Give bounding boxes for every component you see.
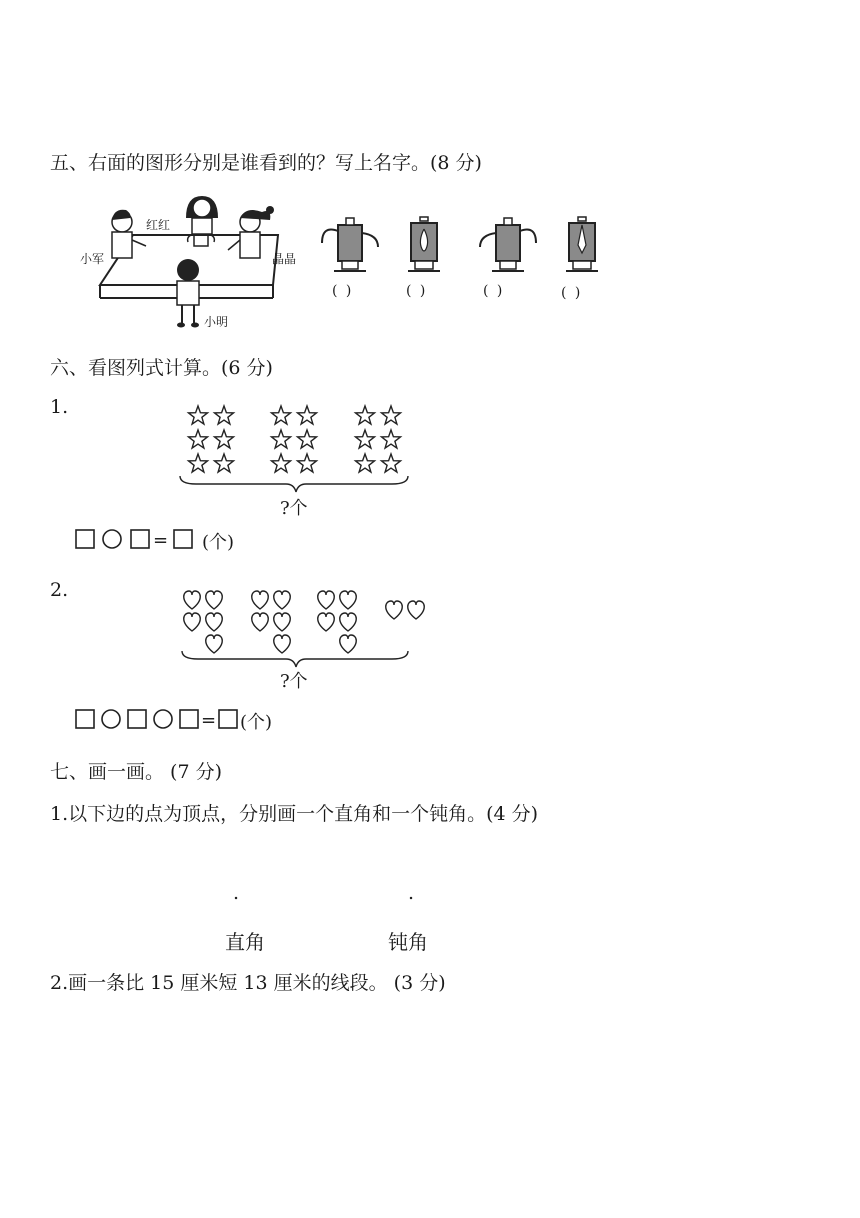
answer-box <box>180 710 198 728</box>
unit-label-1: (个) <box>202 532 235 553</box>
right-angle-label: 直角 <box>225 930 265 954</box>
operator-circle <box>154 710 172 728</box>
star-group-1 <box>189 406 234 472</box>
answer-box <box>76 710 94 728</box>
svg-text:=: = <box>201 710 217 731</box>
child-xiaoming <box>177 259 199 328</box>
answer-blank-1[interactable]: ( ) <box>332 283 354 299</box>
answer-box <box>76 530 94 548</box>
section-7-heading: 七、画一画。 (7 分) <box>50 761 222 783</box>
name-label-xiaoming: 小明 <box>204 315 229 329</box>
answer-blank-2[interactable]: ( ) <box>406 283 428 299</box>
kettle-side-icon <box>560 215 604 277</box>
kettle-front-icon <box>318 215 382 277</box>
unit-label-2: (个) <box>240 712 273 733</box>
operator-circle <box>103 530 121 548</box>
equation-1-boxes[interactable] <box>74 527 204 553</box>
answer-box <box>131 530 149 548</box>
operator-circle <box>102 710 120 728</box>
child-jingjing <box>228 206 274 258</box>
section-6-heading: 六、看图列式计算。(6 分) <box>50 357 273 379</box>
name-label-honghong: 红红 <box>146 218 171 232</box>
heart-group-1 <box>184 591 223 653</box>
answer-box <box>128 710 146 728</box>
star-group-3 <box>356 406 401 472</box>
table-scene-illustration <box>78 190 288 330</box>
total-brace <box>180 476 408 492</box>
section-5-heading: 五、右面的图形分别是谁看到的？写上名字。(8 分) <box>50 152 482 174</box>
question-number-1: 1. <box>50 396 69 418</box>
total-brace <box>182 651 408 667</box>
child-xiaojun <box>112 210 146 258</box>
name-label-xiaojun: 小军 <box>80 252 105 266</box>
total-label-2: ?个 <box>280 671 308 692</box>
right-angle-vertex-dot[interactable]: . <box>233 882 240 904</box>
question-7-2-text: 2.画一条比 15 厘米短 13 厘米的线段。 (3 分) <box>50 972 446 994</box>
question-number-2: 2. <box>50 579 69 601</box>
heart-group-4 <box>386 601 425 619</box>
answer-box <box>219 710 237 728</box>
name-label-jingjing: 晶晶 <box>272 252 297 266</box>
total-label-1: ?个 <box>280 498 308 519</box>
answer-blank-3[interactable]: ( ) <box>483 283 505 299</box>
child-honghong <box>186 196 218 234</box>
obtuse-angle-vertex-dot[interactable]: . <box>408 882 415 904</box>
star-group-2 <box>272 406 317 472</box>
heart-group-3 <box>318 591 357 653</box>
hearts-figure <box>176 585 432 670</box>
kettle-back-icon <box>476 215 540 277</box>
svg-text:=: = <box>153 530 169 551</box>
question-7-1-text: 1.以下边的点为顶点，分别画一个直角和一个钝角。(4 分) <box>50 803 539 825</box>
equation-2-boxes[interactable] <box>74 707 244 733</box>
answer-box <box>174 530 192 548</box>
kettle-narrow-icon <box>402 215 446 277</box>
stars-figure <box>176 400 416 500</box>
answer-blank-4[interactable]: ( ) <box>561 285 583 301</box>
obtuse-angle-label: 钝角 <box>388 930 428 954</box>
heart-group-2 <box>252 591 291 653</box>
